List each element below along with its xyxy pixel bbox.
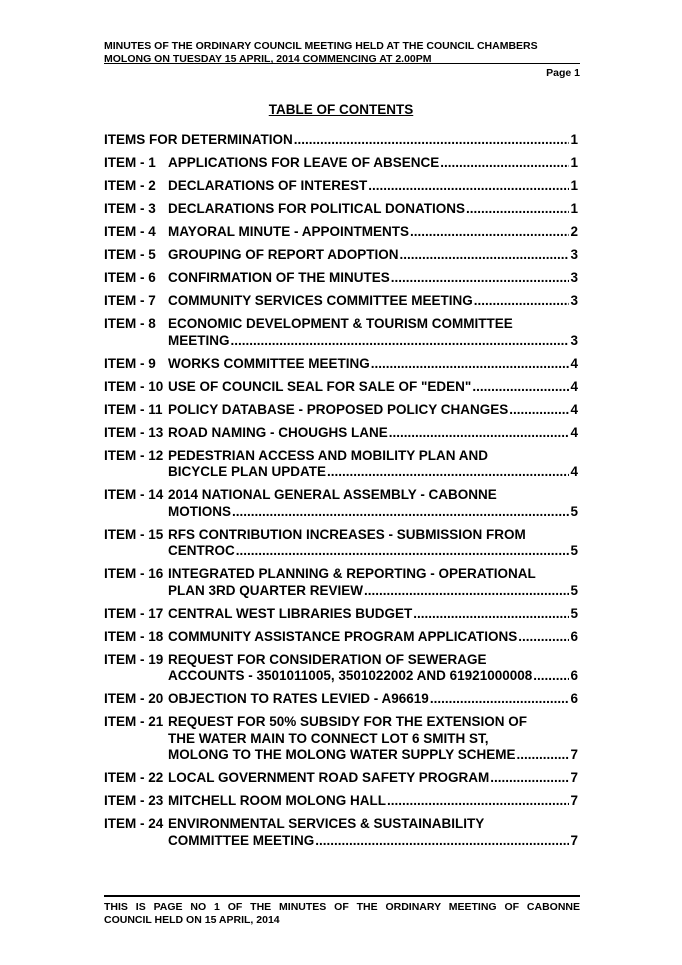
toc-entry[interactable] bbox=[104, 527, 578, 567]
toc-item-title-line: MOLONG TO THE MOLONG WATER SUPPLY SCHEME bbox=[168, 747, 516, 762]
toc-item-body bbox=[168, 487, 578, 520]
toc-item-number: ITEM - 2 bbox=[104, 178, 156, 193]
toc-page-number: 4 bbox=[570, 424, 578, 440]
dot-leader bbox=[364, 583, 569, 600]
dot-leader bbox=[391, 270, 570, 287]
toc-entry[interactable] bbox=[104, 629, 578, 652]
toc-item-title-line: REQUEST FOR CONSIDERATION OF SEWERAGE bbox=[168, 651, 487, 667]
toc-item-last-line bbox=[168, 543, 578, 560]
toc-item-number: ITEM - 5 bbox=[104, 247, 156, 262]
toc-item-last-line bbox=[168, 793, 578, 810]
toc-item-title-line: INTEGRATED PLANNING & REPORTING - OPERATIONAL bbox=[168, 566, 536, 581]
dot-leader bbox=[368, 178, 569, 195]
dot-leader bbox=[430, 691, 570, 708]
toc-item-title-line: CENTRAL WEST LIBRARIES BUDGET bbox=[168, 605, 413, 621]
toc-item-number: ITEM - 8 bbox=[104, 316, 156, 331]
toc-entry[interactable] bbox=[104, 425, 578, 448]
toc-item-title-line: CONFIRMATION OF THE MINUTES bbox=[168, 270, 390, 285]
toc-item-title-line: POLICY DATABASE - PROPOSED POLICY CHANGES bbox=[168, 401, 509, 417]
toc-item-number: ITEM - 12 bbox=[104, 447, 164, 463]
header-line-2: MOLONG ON TUESDAY 15 APRIL, 2014 COMMENCING AT 2.00PM bbox=[104, 53, 432, 65]
toc-entry[interactable] bbox=[104, 132, 578, 155]
toc-page-number: 1 bbox=[570, 201, 578, 216]
toc-item-number: ITEM - 15 bbox=[104, 526, 164, 542]
toc-item-title-line: REQUEST FOR 50% SUBSIDY FOR THE EXTENSION OF bbox=[168, 714, 528, 729]
toc-entry[interactable] bbox=[104, 714, 578, 770]
dot-leader bbox=[327, 464, 569, 481]
toc-item-body bbox=[168, 247, 578, 264]
toc-item-title-line: ENVIRONMENTAL SERVICES & SUSTAINABILITY bbox=[168, 816, 485, 831]
toc-entry[interactable] bbox=[104, 247, 578, 270]
toc-item-number: ITEM - 18 bbox=[104, 628, 164, 644]
footer-line-1: THIS IS PAGE NO 1 OF THE MINUTES OF THE ORDINARY MEETING OF CABONNE bbox=[104, 901, 580, 913]
toc-item-body bbox=[168, 425, 578, 442]
toc-item-body bbox=[168, 379, 578, 396]
toc-title: TABLE OF CONTENTS bbox=[268, 102, 414, 117]
toc-item-last-line bbox=[168, 583, 578, 600]
toc-item-number: ITEM - 6 bbox=[104, 270, 156, 285]
dot-leader bbox=[315, 833, 569, 850]
dot-leader bbox=[466, 201, 569, 218]
toc-item-last-line bbox=[168, 504, 578, 521]
toc-item-title-line: LOCAL GOVERNMENT ROAD SAFETY PROGRAM bbox=[168, 770, 490, 785]
toc-item-body bbox=[168, 652, 578, 685]
toc-item-last-line bbox=[168, 270, 578, 287]
toc-page-number: 4 bbox=[570, 401, 578, 417]
toc-item-body bbox=[168, 316, 578, 349]
toc-entry[interactable] bbox=[104, 224, 578, 247]
toc-item-body bbox=[168, 714, 578, 764]
toc-item-number: ITEM - 21 bbox=[104, 714, 164, 729]
toc-item-last-line bbox=[168, 155, 578, 172]
toc-item-body bbox=[168, 224, 578, 241]
toc-item-body bbox=[168, 527, 578, 560]
toc-item-title-line: MOTIONS bbox=[168, 503, 231, 519]
toc-item-body bbox=[168, 270, 578, 287]
toc-item-last-line bbox=[168, 464, 578, 481]
toc-page-number: 3 bbox=[570, 332, 578, 348]
toc-page-number: 6 bbox=[570, 628, 578, 644]
toc-item-title-line: CENTROC bbox=[168, 543, 235, 558]
toc-item-last-line bbox=[104, 132, 578, 149]
toc-item-number: ITEM - 9 bbox=[104, 355, 156, 371]
toc-item-number: ITEM - 7 bbox=[104, 293, 156, 308]
toc-page-number: 2 bbox=[570, 224, 578, 239]
toc-item-title-line: OBJECTION TO RATES LEVIED - A96619 bbox=[168, 691, 429, 706]
toc-item-title-line: 2014 NATIONAL GENERAL ASSEMBLY - CABONNE bbox=[168, 487, 497, 502]
toc-entry[interactable] bbox=[104, 566, 578, 606]
toc-item-body bbox=[168, 816, 578, 849]
toc-item-body bbox=[168, 293, 578, 310]
toc-item-title-line: ACCOUNTS - 3501011005, 3501022002 AND 61921000008 bbox=[168, 668, 533, 683]
toc-item-body bbox=[168, 201, 578, 218]
toc-item-number: ITEM - 11 bbox=[104, 401, 163, 417]
toc-entry[interactable] bbox=[104, 270, 578, 293]
toc-item-number: ITEM - 19 bbox=[104, 651, 164, 667]
toc-item-last-line bbox=[168, 379, 578, 396]
toc-page-number: 6 bbox=[570, 668, 578, 683]
toc-item-title-line: DECLARATIONS OF INTEREST bbox=[168, 178, 368, 193]
document-footer bbox=[104, 901, 580, 927]
toc-item-body bbox=[168, 155, 578, 172]
toc-page-number: 7 bbox=[570, 793, 578, 808]
toc-item-number: ITEM - 17 bbox=[104, 605, 164, 621]
toc-page-number: 5 bbox=[570, 503, 578, 519]
toc-item-body bbox=[168, 691, 578, 708]
toc-entry[interactable] bbox=[104, 652, 578, 692]
toc-entry[interactable] bbox=[104, 770, 578, 793]
dot-leader bbox=[413, 606, 569, 623]
toc-item-last-line bbox=[168, 402, 578, 419]
toc-item-number: ITEM - 3 bbox=[104, 201, 156, 216]
toc-item-number: ITEM - 14 bbox=[104, 487, 164, 502]
toc-page-number: 6 bbox=[570, 691, 578, 706]
dot-leader bbox=[387, 793, 570, 810]
dot-leader bbox=[231, 333, 570, 350]
toc-item-last-line bbox=[168, 224, 578, 241]
toc-item-title-line: COMMUNITY ASSISTANCE PROGRAM APPLICATIONS bbox=[168, 628, 518, 644]
toc-item-title-line: ROAD NAMING - CHOUGHS LANE bbox=[168, 424, 388, 440]
toc-item-title-line: GROUPING OF REPORT ADOPTION bbox=[168, 247, 399, 262]
toc-entry[interactable] bbox=[104, 816, 578, 856]
toc-entry[interactable] bbox=[104, 293, 578, 316]
toc-page-number: 7 bbox=[570, 747, 578, 762]
toc-entry[interactable] bbox=[104, 356, 578, 379]
page-number: Page 1 bbox=[546, 67, 580, 79]
toc-item-last-line bbox=[168, 629, 578, 646]
toc-page-number: 1 bbox=[570, 178, 578, 193]
toc-item-title-line: MEETING bbox=[168, 332, 230, 348]
toc-entry[interactable] bbox=[104, 379, 578, 402]
dot-leader bbox=[371, 356, 570, 373]
toc-item-last-line bbox=[168, 178, 578, 195]
toc-page-number: 4 bbox=[570, 464, 578, 479]
toc-item-number: ITEM - 16 bbox=[104, 566, 164, 581]
toc-entry[interactable] bbox=[104, 155, 578, 178]
toc-item-title-line: DECLARATIONS FOR POLITICAL DONATIONS bbox=[168, 201, 465, 216]
toc-item-body bbox=[168, 356, 578, 373]
dot-leader bbox=[400, 247, 570, 264]
toc-page-number: 7 bbox=[570, 770, 578, 785]
toc-item-last-line bbox=[168, 201, 578, 218]
toc-item-body bbox=[168, 629, 578, 646]
toc-item-body bbox=[168, 793, 578, 810]
toc-item-last-line bbox=[168, 833, 578, 850]
header-rule bbox=[104, 63, 580, 64]
toc-item-title-line: PLAN 3RD QUARTER REVIEW bbox=[168, 582, 364, 598]
toc-item-number: ITEM - 13 bbox=[104, 424, 164, 440]
dot-leader bbox=[440, 155, 569, 172]
toc-item-last-line bbox=[168, 425, 578, 442]
toc-item-body bbox=[168, 606, 578, 623]
toc-item-body bbox=[168, 402, 578, 419]
toc-item-title-line: ITEMS FOR DETERMINATION bbox=[104, 132, 293, 147]
toc-item-number: ITEM - 10 bbox=[104, 378, 164, 394]
toc-page-number: 7 bbox=[570, 832, 578, 848]
footer-line-2: COUNCIL HELD ON 15 APRIL, 2014 bbox=[104, 914, 280, 926]
toc-item-body bbox=[168, 770, 578, 787]
toc-entry[interactable] bbox=[104, 402, 578, 425]
toc-item-title-line: THE WATER MAIN TO CONNECT LOT 6 SMITH ST, bbox=[168, 730, 489, 746]
toc-item-title-line: WORKS COMMITTEE MEETING bbox=[168, 355, 370, 371]
dot-leader bbox=[490, 770, 569, 787]
toc-item-body bbox=[168, 448, 578, 481]
toc-item-last-line bbox=[168, 333, 578, 350]
toc-page-number: 5 bbox=[570, 543, 578, 558]
toc-item-last-line bbox=[168, 293, 578, 310]
toc-item-last-line bbox=[168, 747, 578, 764]
toc-page-number: 3 bbox=[570, 247, 578, 262]
dot-leader bbox=[518, 629, 569, 646]
toc-entry[interactable] bbox=[104, 178, 578, 201]
toc-item-number: ITEM - 4 bbox=[104, 224, 156, 239]
toc-item-number: ITEM - 1 bbox=[104, 155, 156, 170]
toc-page-number: 3 bbox=[570, 293, 578, 308]
toc-entry[interactable] bbox=[104, 691, 578, 714]
toc-item-body bbox=[168, 178, 578, 195]
dot-leader bbox=[509, 402, 569, 419]
dot-leader bbox=[474, 293, 570, 310]
toc-item-last-line bbox=[168, 770, 578, 787]
toc-item-title-line: USE OF COUNCIL SEAL FOR SALE OF "EDEN" bbox=[168, 378, 472, 394]
toc-item-title-line: MITCHELL ROOM MOLONG HALL bbox=[168, 793, 386, 808]
dot-leader bbox=[232, 504, 569, 521]
toc-entry[interactable] bbox=[104, 793, 578, 816]
footer-rule bbox=[104, 895, 580, 897]
toc-item-number: ITEM - 24 bbox=[104, 816, 164, 831]
dot-leader bbox=[410, 224, 569, 241]
toc-item-last-line bbox=[168, 356, 578, 373]
toc-item-title-line: MAYORAL MINUTE - APPOINTMENTS bbox=[168, 224, 410, 239]
dot-leader bbox=[472, 379, 569, 396]
toc-item-number: ITEM - 20 bbox=[104, 691, 164, 706]
toc-item-title-line: RFS CONTRIBUTION INCREASES - SUBMISSION FROM bbox=[168, 526, 526, 542]
toc-item-title-line: ECONOMIC DEVELOPMENT & TOURISM COMMITTEE bbox=[168, 316, 513, 331]
toc-item-title-line: COMMITTEE MEETING bbox=[168, 832, 315, 848]
dot-leader bbox=[389, 425, 570, 442]
toc-item-title-line: APPLICATIONS FOR LEAVE OF ABSENCE bbox=[168, 155, 440, 170]
toc-page-number: 4 bbox=[570, 378, 578, 394]
dot-leader bbox=[517, 747, 570, 764]
toc-item-last-line bbox=[168, 606, 578, 623]
dot-leader bbox=[236, 543, 570, 560]
toc-item-last-line bbox=[168, 691, 578, 708]
toc-item-body bbox=[168, 566, 578, 599]
toc-page-number: 1 bbox=[570, 155, 578, 170]
dot-leader bbox=[294, 132, 570, 149]
toc-entry[interactable] bbox=[104, 606, 578, 629]
toc-entry[interactable] bbox=[104, 201, 578, 224]
toc-item-last-line bbox=[168, 668, 578, 685]
toc-page-number: 5 bbox=[570, 605, 578, 621]
toc-item-number: ITEM - 23 bbox=[104, 793, 164, 808]
toc-entry[interactable] bbox=[104, 487, 578, 527]
toc-page-number: 1 bbox=[570, 132, 578, 147]
toc-item-title-line: BICYCLE PLAN UPDATE bbox=[168, 464, 327, 479]
toc-page-number: 5 bbox=[570, 582, 578, 598]
toc-page-number: 3 bbox=[570, 270, 578, 285]
toc-item-number: ITEM - 22 bbox=[104, 770, 164, 785]
toc-entry[interactable] bbox=[104, 448, 578, 488]
toc-item-last-line bbox=[168, 247, 578, 264]
toc-item-title-line: PEDESTRIAN ACCESS AND MOBILITY PLAN AND bbox=[168, 447, 489, 463]
header-line-1: MINUTES OF THE ORDINARY COUNCIL MEETING HELD AT THE COUNCIL CHAMBERS bbox=[104, 40, 538, 52]
table-of-contents bbox=[104, 132, 578, 856]
dot-leader bbox=[533, 668, 569, 685]
toc-page-number: 4 bbox=[570, 355, 578, 371]
toc-item-title-line: COMMUNITY SERVICES COMMITTEE MEETING bbox=[168, 293, 473, 308]
toc-entry[interactable] bbox=[104, 316, 578, 356]
